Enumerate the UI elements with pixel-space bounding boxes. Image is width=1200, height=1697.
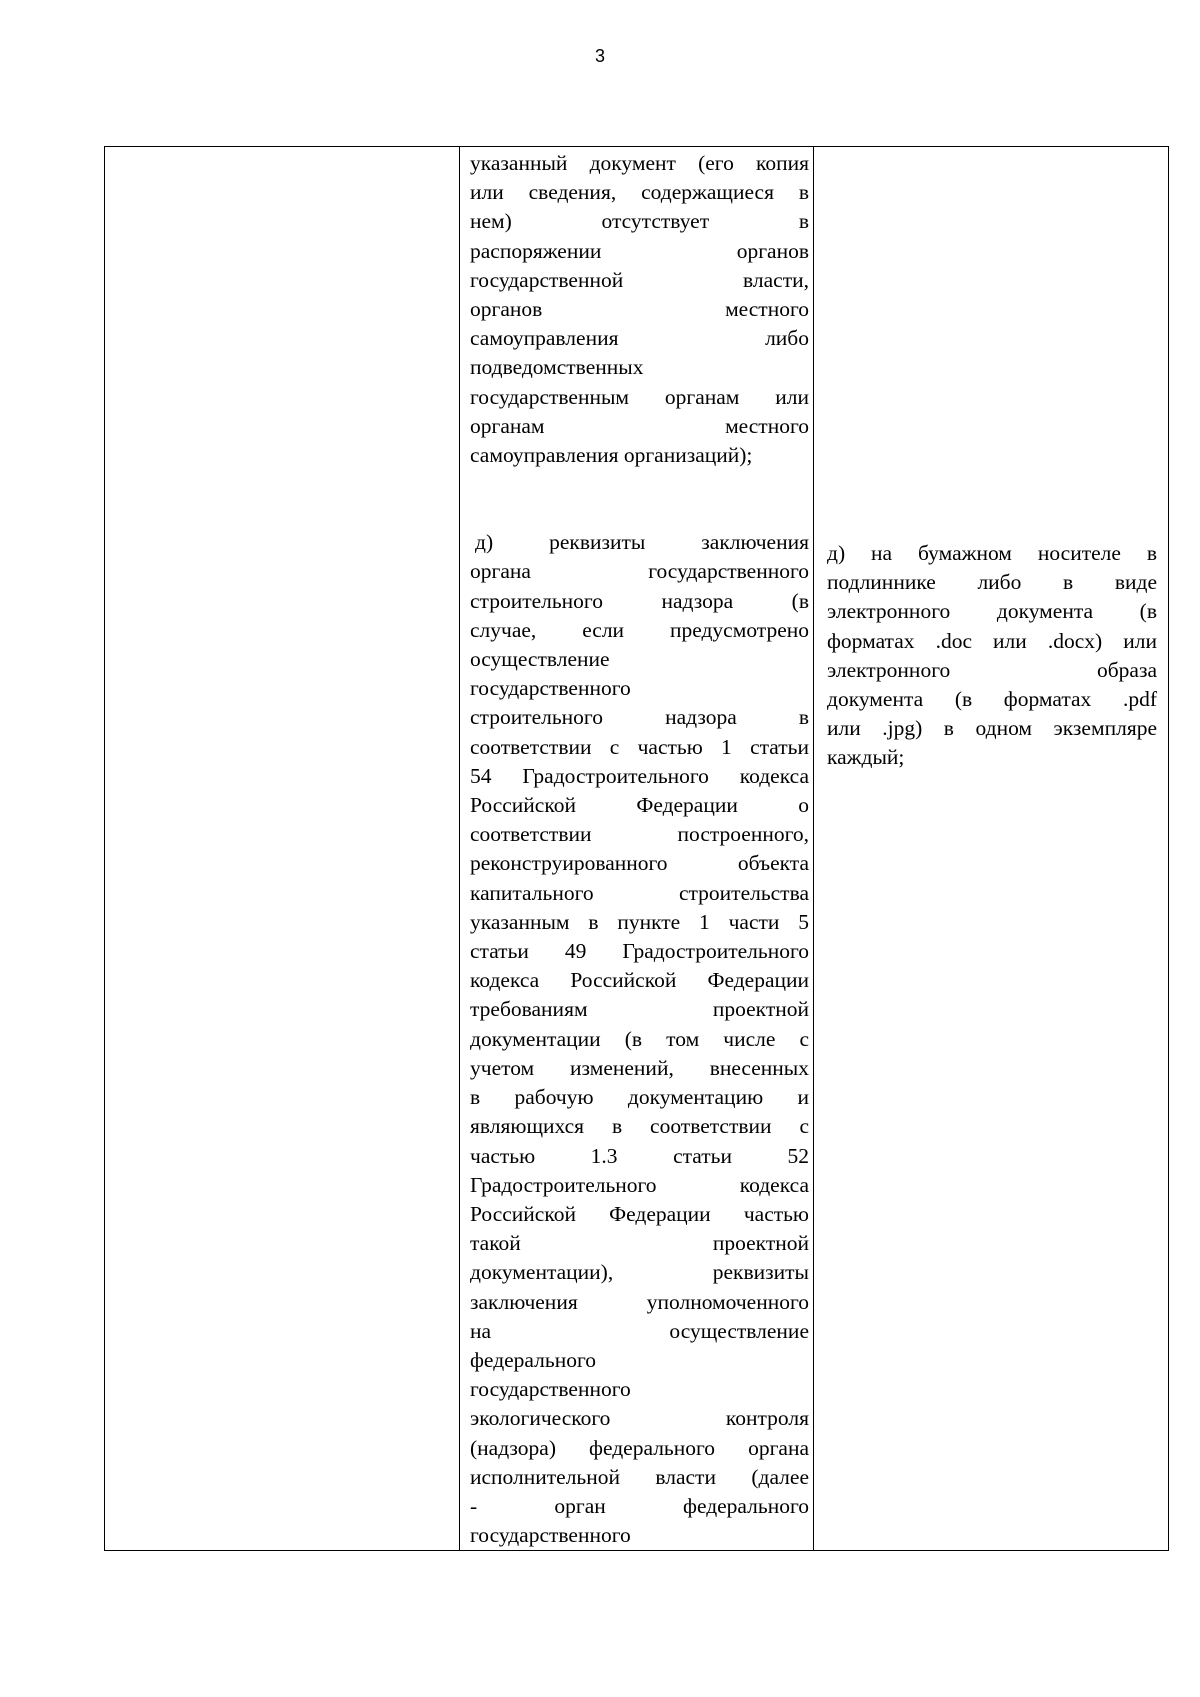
text-line: органам местного [470, 413, 809, 438]
text-line: строительного надзора в [470, 705, 809, 730]
text-line: документа (в форматах .pdf [827, 687, 1157, 712]
text-line: - орган федерального [470, 1493, 809, 1518]
text-line: реконструированного объекта [470, 851, 809, 876]
page-number: 3 [594, 46, 605, 66]
text-line: указанным в пункте 1 части 5 [470, 909, 809, 934]
text-line: подлиннике либо в виде [827, 570, 1157, 595]
text-line: федерального [470, 1347, 596, 1372]
text-line: осуществление [470, 647, 610, 672]
item-d-requisites [470, 528, 809, 1550]
table-cell-empty [105, 147, 460, 1551]
text-line: подведомственных [470, 355, 644, 380]
text-line: электронного документа (в [827, 599, 1157, 624]
text-line: экологического контроля [470, 1406, 809, 1431]
text-line: 54 Градостроительного кодекса [470, 763, 809, 788]
text-line: учетом изменений, внесенных [470, 1055, 809, 1080]
text-line: государственного [470, 676, 631, 701]
text-line: каждый; [827, 745, 905, 770]
text-line: нем) отсутствует в [470, 209, 809, 234]
text-line: документации), реквизиты [470, 1260, 809, 1285]
text-line: или .jpg) в одном экземпляре [827, 716, 1157, 741]
table-cell-document-description [460, 147, 814, 1551]
document-description-continued [470, 149, 809, 470]
text-line: распоряжении органов [470, 238, 809, 263]
text-line: Российской Федерации о [470, 793, 809, 818]
text-line: самоуправления организаций); [470, 443, 753, 468]
text-line: статьи 49 Градостроительного [470, 939, 809, 964]
table-row [105, 147, 1169, 1551]
item-d-submission-form [827, 539, 1157, 773]
text-line: на осуществление [470, 1318, 809, 1343]
text-line: соответствии с частью 1 статьи [470, 734, 809, 759]
text-line: государственной власти, [470, 267, 809, 292]
text-line: Российской Федерации частью [470, 1201, 809, 1226]
text-line: или сведения, содержащиеся в [470, 180, 809, 205]
text-line: случае, если предусмотрено [470, 617, 809, 642]
text-line: д) реквизиты заключения [475, 530, 809, 555]
text-line: являющихся в соответствии с [470, 1114, 809, 1139]
text-line: частью 1.3 статьи 52 [470, 1143, 809, 1168]
text-line: форматах .doc или .docx) или [827, 628, 1157, 653]
text-line: в рабочую документацию и [470, 1085, 809, 1110]
text-line: самоуправления либо [470, 326, 809, 351]
text-line: органов местного [470, 297, 809, 322]
text-line: соответствии построенного, [470, 822, 809, 847]
text-line: капитального строительства [470, 880, 809, 905]
text-line: электронного образа [827, 657, 1157, 682]
text-line: документации (в том числе с [470, 1026, 809, 1051]
text-line: такой проектной [470, 1231, 809, 1256]
text-line: органа государственного [470, 559, 809, 584]
table-cell-submission-form [814, 147, 1169, 1551]
text-line: требованиям проектной [470, 997, 809, 1022]
requirements-table [104, 146, 1169, 1551]
text-line: д) на бумажном носителе в [827, 541, 1157, 565]
text-line: заключения уполномоченного [470, 1289, 809, 1314]
text-line: государственного [470, 1523, 631, 1548]
text-line: кодекса Российской Федерации [470, 968, 809, 993]
text-line: государственного [470, 1377, 631, 1402]
text-line: государственным органам или [470, 384, 809, 409]
text-line: указанный документ (его копия [470, 151, 809, 175]
text-line: Градостроительного кодекса [470, 1172, 809, 1197]
text-line: исполнительной власти (далее [470, 1464, 809, 1489]
text-line: строительного надзора (в [470, 588, 809, 613]
text-line: (надзора) федерального органа [470, 1435, 809, 1460]
